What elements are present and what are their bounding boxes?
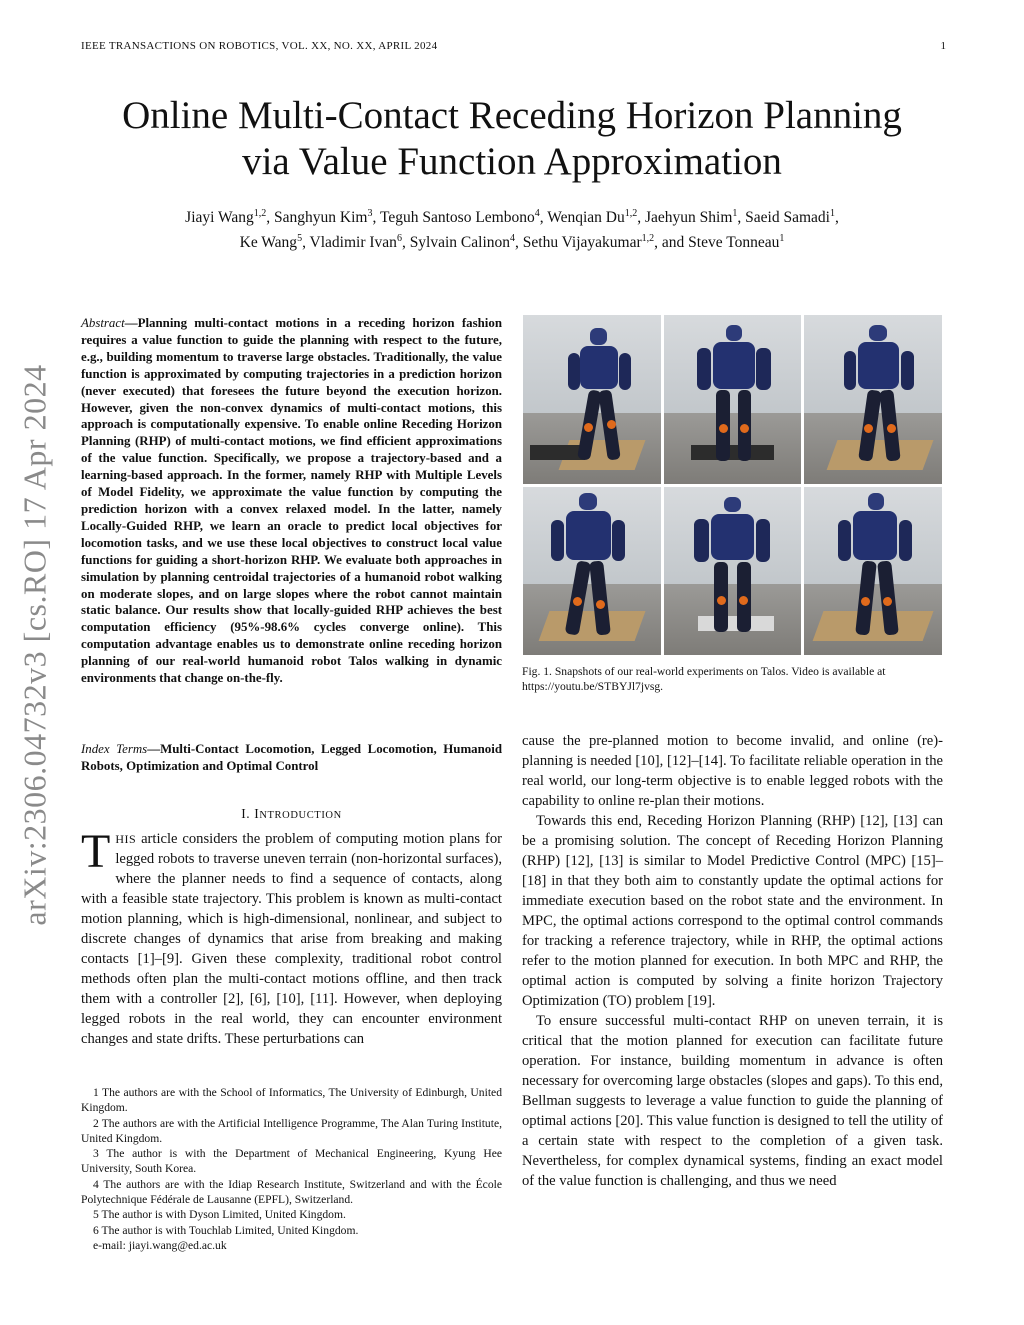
- author-name: Jaehyun Shim: [645, 209, 733, 226]
- author-separator: ,: [539, 209, 548, 226]
- paper-title: [60, 93, 964, 185]
- footnote: 6 The author is with Touchlab Limited, United Kingdom.: [93, 1223, 359, 1237]
- author-separator: ,: [637, 209, 645, 226]
- arxiv-identifier: arXiv:2306.04732v3 [cs.RO] 17 Apr 2024: [16, 364, 53, 926]
- body-paragraph: To ensure successful multi-contact RHP on uneven terrain, it is critical that the motion planned for execution can facilitate future operation. For instance, building momentum in advance is often necessary for overcoming large obstacles (slopes and gaps). To this end, Bellman suggests to leverage a value function to guide the planning of optimal actions [20]. This value function is designed to tell the utility of a certain state with respect to the completion of a given task. Nevertheless, for complex dynamical systems, finding an exact model of the value function is challenging, and thus we need: [522, 1013, 943, 1189]
- footnotes: [81, 1085, 502, 1253]
- author-name: Saeid Samadi: [745, 209, 830, 226]
- footnote: 3 The author is with the Department of Mechanical Engineering, Kyung Hee University, South Korea.: [81, 1147, 502, 1176]
- right-column-body: [522, 731, 943, 1191]
- author-name: Sanghyun Kim: [274, 209, 368, 226]
- index-terms-text: —Multi-Contact Locomotion, Legged Locomotion, Humanoid Robots, Optimization and Optimal Control: [81, 742, 502, 773]
- running-header: IEEE TRANSACTIONS ON ROBOTICS, VOL. XX, NO. XX, APRIL 2024: [81, 40, 438, 52]
- footnote: 4 The authors are with the Idiap Research Institute, Switzerland and with the École Polytechnique Fédérale de Lausanne (EPFL), Switzerland.: [81, 1177, 502, 1207]
- author-list: [60, 205, 964, 255]
- intro-text: article considers the problem of computing motion plans for legged robots to traverse uneven terrain (non-horizontal surfaces), where the planner needs to find a sequence of contacts, along with a feasible state trajectory. This problem is known as multi-contact motion planning, which is high-dimensional, nonlinear, and subject to discrete changes of dynamics that arise from breaking and making contacts [1]–[9]. Given these complexity, traditional robot control methods often plan the multi-contact motions offline, and then track them with a controller [2], [6], [10], [11]. However, when deploying legged robots in the real world, they can encounter environment changes and state drifts. These perturbations can: [81, 831, 502, 1047]
- drop-cap: T: [81, 825, 111, 878]
- author-separator: , and: [654, 234, 689, 251]
- robot-photo: [523, 487, 661, 656]
- body-paragraph: Towards this end, Receding Horizon Planning (RHP) [12], [13] can be a promising solution. The concept of Receding Horizon Planning (RHP) [12], [13] is similar to Model Predictive Control (MPC) [15]–[18] in that they both aim to constantly update the optimal actions for immediate execution based on the robot state and the environment. In MPC, the optimal actions correspond to the optimal control commands for tracking a reference trajectory, while in RHP, the optimal actions refer to the motion planned for execution. In both MPC and RHP, the optimal action is computed by solving a finite horizon Trajectory Optimization (TO) problem [19].: [522, 813, 943, 1009]
- author-affiliation: 1: [732, 207, 738, 219]
- author-affiliation: 1,2: [253, 207, 267, 219]
- author-separator: ,: [515, 234, 523, 251]
- author-affiliation: 1,2: [641, 232, 655, 244]
- figure-robot-snapshots: [523, 315, 942, 655]
- page-number: 1: [940, 40, 946, 52]
- introduction-paragraph: [81, 825, 502, 1049]
- author-separator: ,: [737, 209, 746, 226]
- contact-email: e-mail: jiayi.wang@ed.ac.uk: [93, 1238, 227, 1252]
- author-affiliation: 6: [396, 232, 402, 244]
- title-line-1: Online Multi-Contact Receding Horizon Planning: [122, 94, 902, 137]
- author-separator: ,: [834, 209, 839, 226]
- author-affiliation: 3: [367, 207, 373, 219]
- title-line-2: via Value Function Approximation: [242, 140, 782, 183]
- author-name: Teguh Santoso Lembono: [379, 209, 535, 226]
- section-title-rest: NTRODUCTION: [259, 810, 342, 821]
- author-name: Steve Tonneau: [688, 234, 780, 251]
- author-name: Sylvain Calinon: [409, 234, 511, 251]
- author-name: Vladimir Ivan: [309, 234, 397, 251]
- abstract-label: Abstract: [81, 316, 125, 330]
- arxiv-stamp: [10, 330, 60, 960]
- author-name: Ke Wang: [239, 234, 298, 251]
- section-title-initial: I: [254, 806, 260, 821]
- robot-photo: [804, 315, 942, 484]
- author-affiliation: 1: [829, 207, 835, 219]
- abstract: [81, 315, 502, 687]
- author-separator: ,: [266, 209, 275, 226]
- abstract-text: —Planning multi-contact motions in a receding horizon fashion requires a value function to guide the planning with respect to the future, e.g., building momentum to traverse large obstacles. Traditionally, the value function is approximated by computing trajectories in a prediction horizon (never executed) that foresees the future beyond the execution horizon. However, given the non-convex dynamics of multi-contact motions, this approach is computationally expensive. To enable online Receding Horizon Planning (RHP) of multi-contact motions, we find efficient approximations of the value function. Specifically, we propose a trajectory-based and a learning-based approach. In the former, namely RHP with Multiple Levels of Model Fidelity, we approximate the value function by computing the prediction horizon with a convex relaxed model. In the latter, namely Locally-Guided RHP, we learn an oracle to predict local objectives for locomotion tasks, and we use these local objectives to construct local value functions for guiding a short-horizon RHP. We evaluate both approaches in simulation by planning centroidal trajectories of a humanoid robot walking on moderate slopes, and on large slopes where the robot cannot maintain static balance. Our results show that locally-guided RHP achieves the best computation efficiency (95%-98.6% cycles converge online). This computation advantage enables us to demonstrate online receding horizon planning of our real-world humanoid robot Talos walking in dynamic environments that change on-the-fly.: [81, 316, 502, 686]
- robot-photo: [664, 487, 802, 656]
- figure-caption: Fig. 1. Snapshots of our real-world experiments on Talos. Video is available at https://youtu.be/STBYJl7jvsg.: [522, 665, 886, 694]
- footnote: 5 The author is with Dyson Limited, United Kingdom.: [93, 1208, 346, 1222]
- author-affiliation: 1,2: [624, 207, 638, 219]
- intro-first-word: HIS: [115, 832, 137, 846]
- index-terms: [81, 741, 502, 775]
- author-separator: ,: [302, 234, 310, 251]
- section-number: I.: [241, 806, 251, 821]
- section-heading: [81, 806, 502, 822]
- robot-photo: [664, 315, 802, 484]
- index-terms-label: Index Terms: [81, 742, 148, 756]
- author-name: Sethu Vijayakumar: [522, 234, 642, 251]
- author-affiliation: 1: [779, 232, 785, 244]
- author-separator: ,: [401, 234, 410, 251]
- author-affiliation: 4: [534, 207, 540, 219]
- author-separator: ,: [372, 209, 380, 226]
- body-paragraph: cause the pre-planned motion to become invalid, and online (re)-planning is needed [10], [12]–[14]. To facilitate reliable operation in the real world, our long-term objective is to enable legged robots with the capability to online re-plan their motions.: [522, 733, 943, 809]
- footnote: 1 The authors are with the School of Informatics, The University of Edinburgh, United Kingdom.: [81, 1086, 502, 1115]
- author-name: Wenqian Du: [547, 209, 625, 226]
- author-name: Jiayi Wang: [185, 209, 254, 226]
- footnote: 2 The authors are with the Artificial Intelligence Programme, The Alan Turing Institute, United Kingdom.: [81, 1116, 502, 1145]
- author-affiliation: 4: [510, 232, 516, 244]
- robot-photo: [523, 315, 661, 484]
- author-affiliation: 5: [297, 232, 303, 244]
- robot-photo: [804, 487, 942, 656]
